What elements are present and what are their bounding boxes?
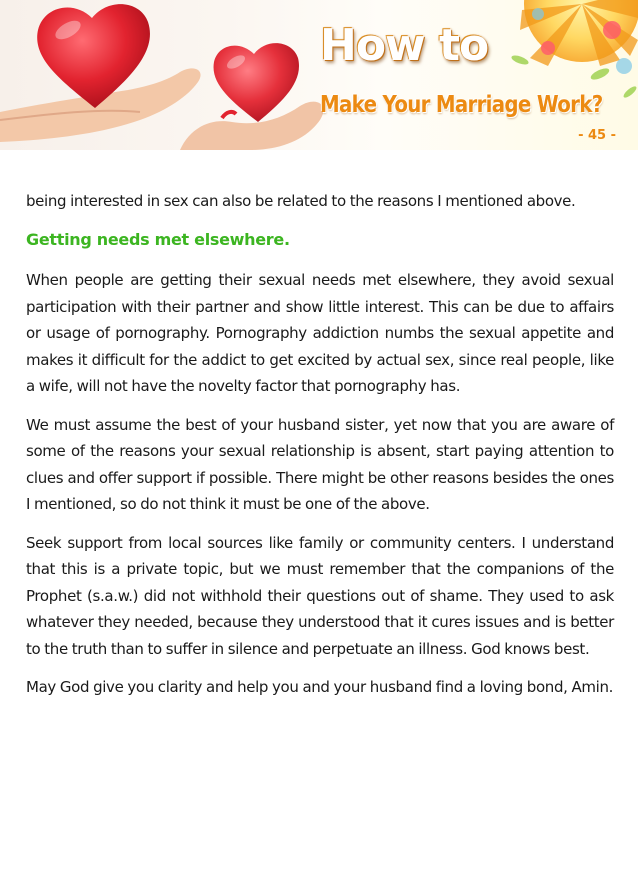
banner-subtitle: Make Your Marriage Work? bbox=[320, 92, 603, 118]
paragraph-2: We must assume the best of your husband sister, yet now that you are aware of some of the reasons your sexual relationship is absent, start paying attention to clues and offer support if possible. There might be other reasons besides the ones I mentioned, so do not think it must be one of the above. bbox=[26, 415, 614, 513]
intro-paragraph: being interested in sex can also be related to the reasons I mentioned above. bbox=[26, 192, 576, 210]
paragraph-1: When people are getting their sexual needs met elsewhere, they avoid sexual participation with their partner and show little interest. This can be due to affairs or usage of pornography. Pornography addiction numbs the sexual appetite and makes it difficult for the addict to get excited by actual sex, since real people, like a wife, will not have the novelty factor that pornography has. bbox=[26, 271, 614, 395]
page-number: - 45 - bbox=[578, 128, 616, 143]
paragraph-4: May God give you clarity and help you and your husband find a loving bond, Amin. bbox=[26, 678, 614, 696]
section-heading: Getting needs met elsewhere. bbox=[26, 229, 290, 249]
header-banner bbox=[0, 0, 638, 150]
sunburst-decoration bbox=[510, 0, 638, 99]
page-body bbox=[26, 188, 614, 713]
banner-illustration bbox=[0, 0, 638, 150]
banner-title: How to bbox=[320, 20, 489, 71]
paragraph-3: Seek support from local sources like family or community centers. I understand that this is a private topic, but we must remember that the companions of the Prophet (s.a.w.) did not withhold their questions out of shame. They used to ask whatever they needed, because they understood that it cures issues and is better to the truth than to suffer in silence and perpetuate an illness. God knows best. bbox=[26, 533, 614, 658]
heart-right-illustration bbox=[214, 43, 299, 122]
